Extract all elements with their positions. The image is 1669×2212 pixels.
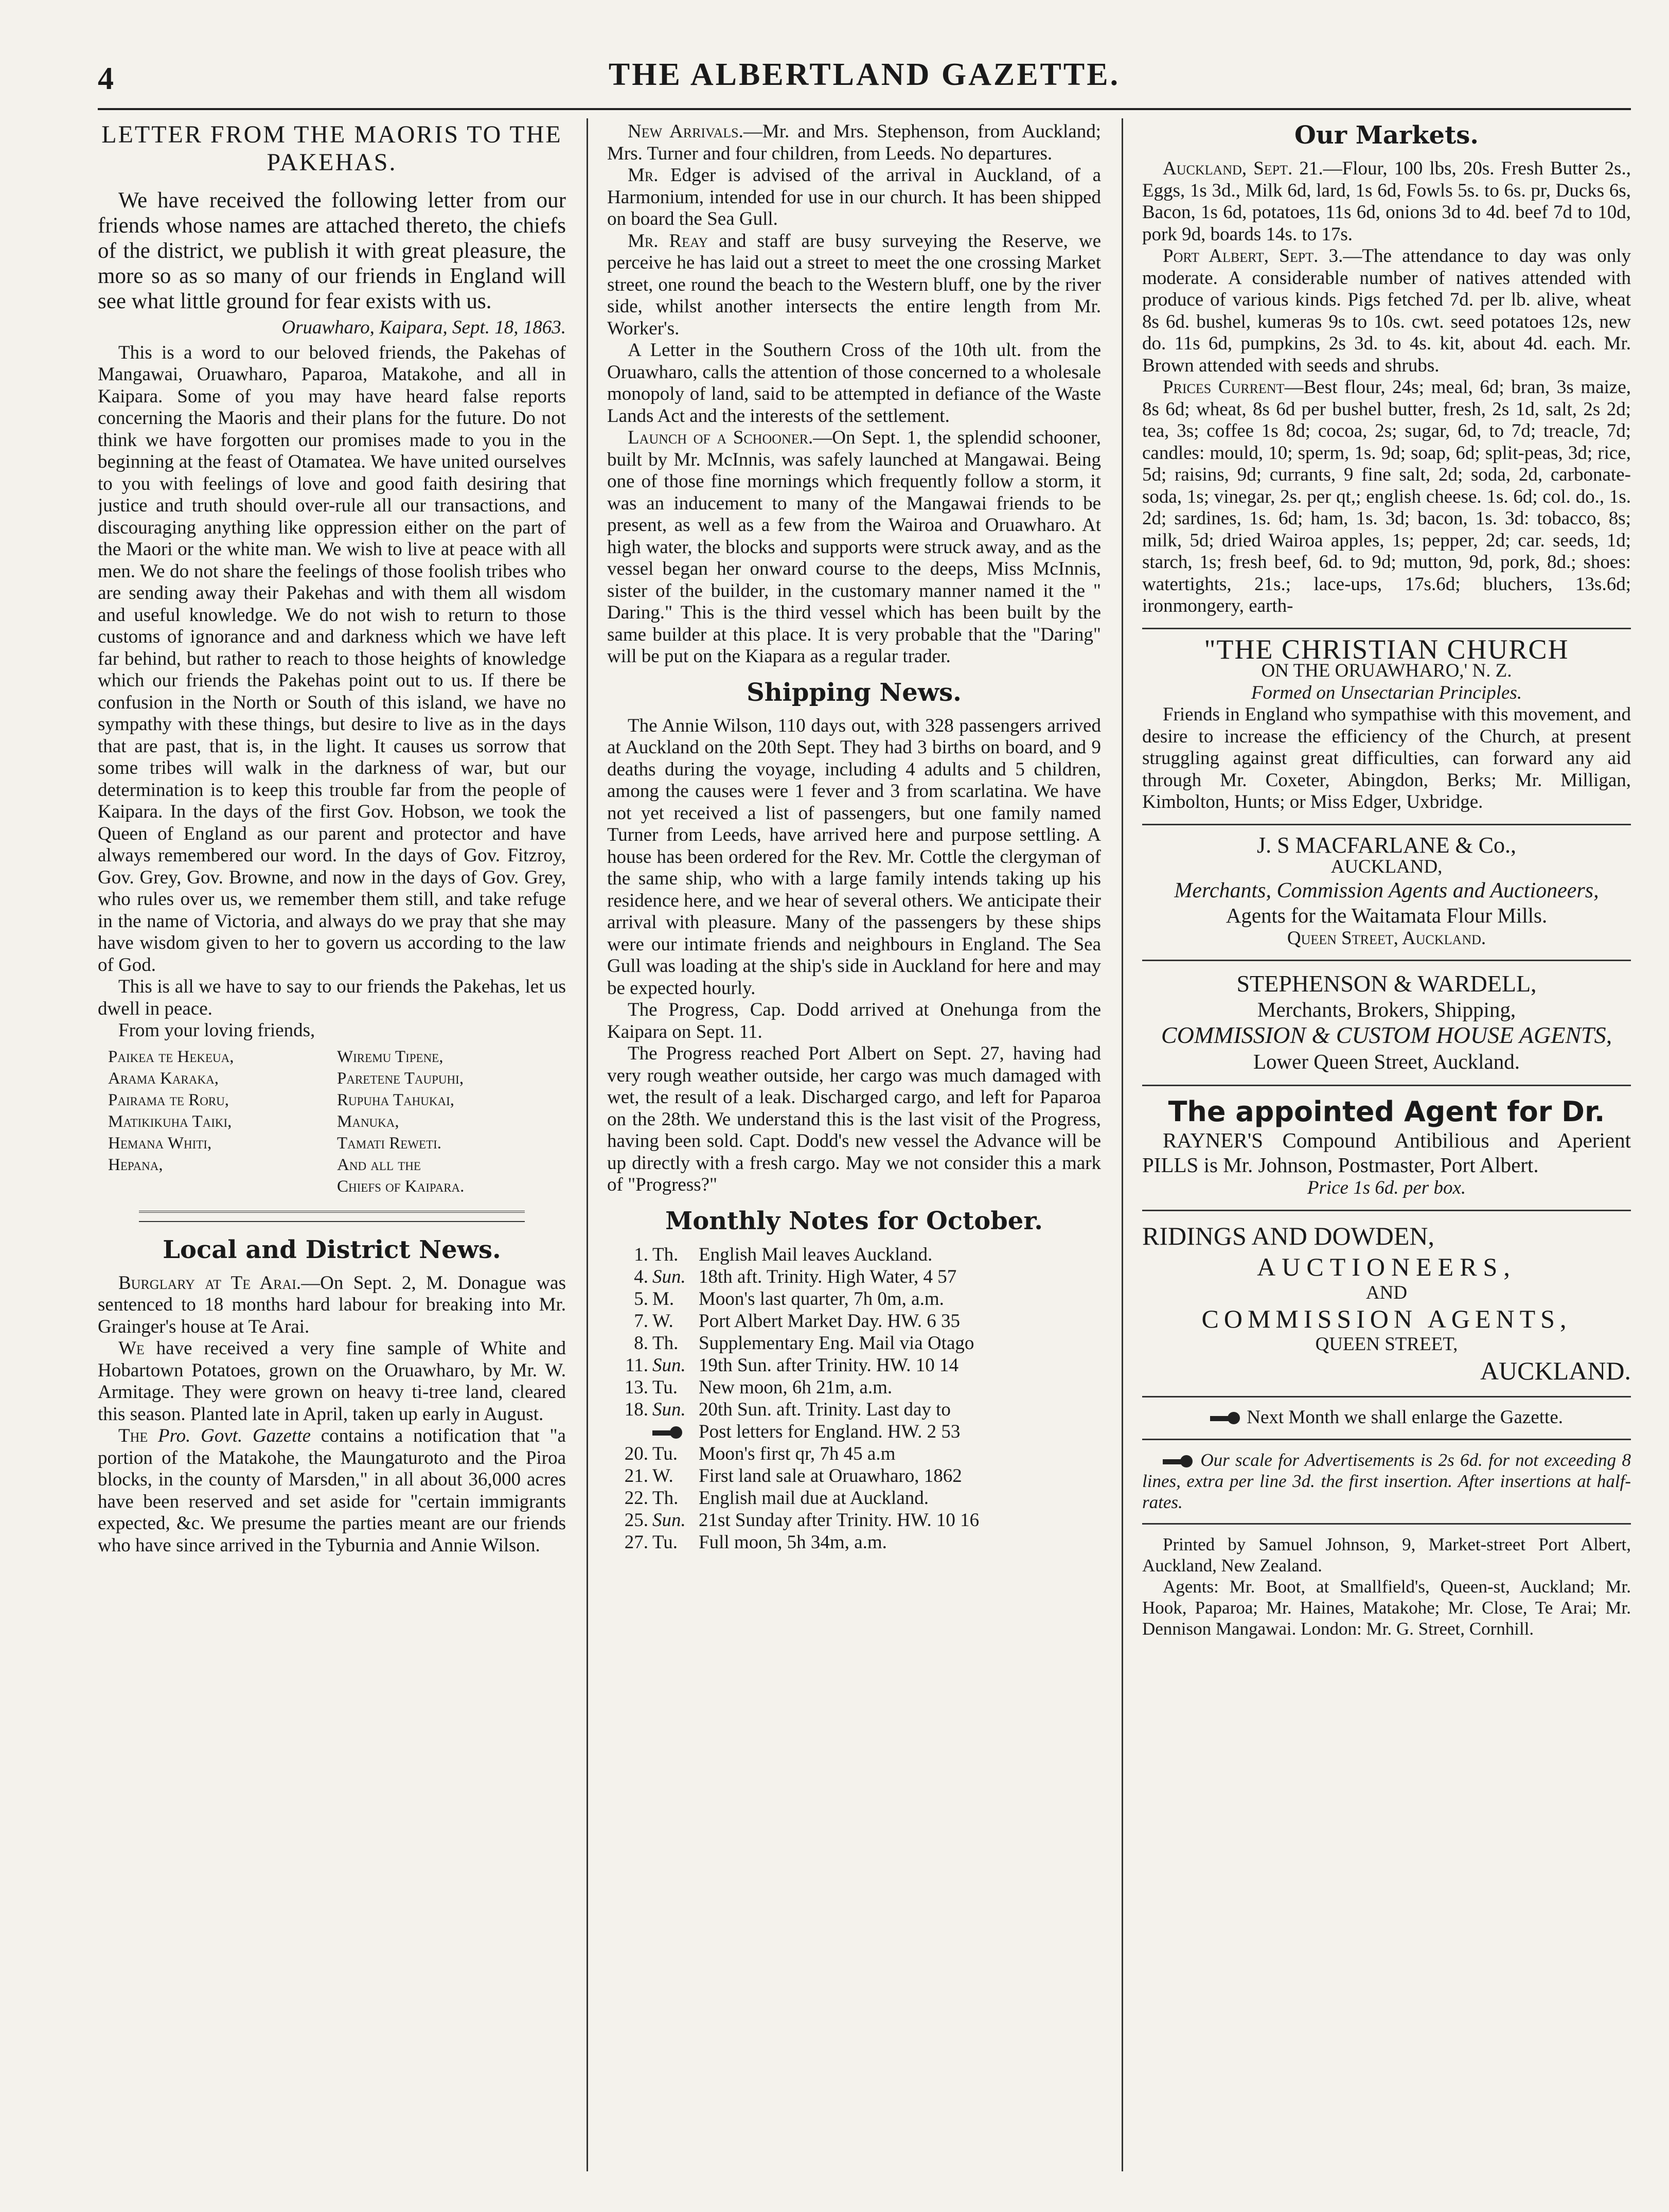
news-item-gazette: The Pro. Govt. Gazette contains a notification that "a portion of the Matakohe, the Maungaturoto and the Piroa blocks, in the county of Marsden," in all about 36,000 acres have been reserved and set aside for "certain immigrants expected, &c. We presume the parties meant are our friends who have since arrived in the Tyburnia and Annie Wilson. (98, 1425, 566, 1556)
list-item: 18. Sun. 20th Sun. aft. Trinity. Last day to (624, 1399, 951, 1420)
letter-closing: From your loving friends, (118, 1020, 315, 1041)
list-item: 27. Tu. Full moon, 5h 34m, a.m. (624, 1531, 887, 1553)
markets-heading: Our Markets. (1294, 121, 1479, 150)
shipping-item-annie-wilson: The Annie Wilson, 110 days out, with 328 passengers arrived at Auckland on the 20th Sept. They had 3 births on board, and 9 deaths during the voyage, including 4 adults and 5 children, among the causes were 1 fever and 3 from scarlatina. We have not yet received a list of passengers, but one family named Turner from Leeds, have arrived here and purpose settling. A house has been ordered for the Rev. Mr. Cottle the clergyman of the same ship, who with a large family intends taking up his residence here, and we hear of several others. We anticipate their arrival with pleasure. Many of the passengers by these ships were our intimate friends and neighbours in England. The Sea Gull was loading at the ship's side in Auckland for here and may be expected hourly. (607, 715, 1101, 999)
list-item: Post letters for England. HW. 2 53 (607, 1421, 1101, 1443)
advert-stephenson (1142, 960, 1631, 1074)
page-number: 4 (98, 61, 114, 96)
list-item: 20. Tu. Moon's first qr, 7h 45 a.m (624, 1443, 896, 1464)
letter-intro: We have received the following letter from our friends whose names are attached thereto, the chiefs of the district, we publish it with great pleasure, the more so as so many of our friends in England will see what little ground for fear exists with us. (98, 188, 566, 313)
advert-street: QUEEN STREET, (1315, 1334, 1458, 1355)
advert-title: J. S MACFARLANE & Co., (1256, 832, 1517, 858)
signatories (108, 1046, 566, 1197)
signatory: Chiefs of Kaipara. (337, 1177, 465, 1196)
shipping-news-heading: Shipping News. (747, 678, 962, 707)
column-divider (1122, 118, 1123, 2171)
advert-macfarlane (1142, 824, 1631, 950)
advert-body: Friends in England who sympathise with this movement, and desire to increase the efficiency of the Church, at present struggling against great difficulties, can forward any aid through Mr. Coxeter, Abingdon, Berks; Mr. Milligan, Kimbolton, Hunts; or Miss Edger, Uxbridge. (1142, 704, 1631, 812)
list-item: 7. W. Port Albert Market Day. HW. 6 35 (634, 1310, 960, 1332)
signatory: Arama Karaka, (108, 1069, 219, 1088)
list-item: 22. Th. English mail due at Auckland. (624, 1487, 929, 1509)
list-item: 5. M. Moon's last quarter, 7h 0m, a.m. (634, 1288, 944, 1309)
imprint-agents: Agents: Mr. Boot, at Smallfield's, Queen-st, Auckland; Mr. Hook, Paparoa; Mr. Haines, Matakohe; Mr. Close, Te Arai; Mr. Dennison Mangawai. London: Mr. G. Street, Cornhill. (1142, 1577, 1631, 1639)
signatory: Rupuha Tahukai, (337, 1090, 455, 1109)
notice-advertising-scale (1142, 1439, 1631, 1513)
news-item-survey: Mr. Reay and staff are busy surveying the Reserve, we perceive he has laid out a street to meet the one crossing Market street, one round the beach to the Western bluff, one by the river side, whilst another intersects the entire length from Mr. Worker's. (607, 230, 1101, 339)
column-divider (587, 118, 588, 2171)
advert-agents: Agents for the Waitamata Flour Mills. (1226, 903, 1548, 927)
pointing-hand-icon (652, 1425, 684, 1441)
list-item: 1. Th. English Mail leaves Auckland. (634, 1244, 933, 1265)
advert-commission: COMMISSION AGENTS, (1201, 1304, 1572, 1333)
pointing-hand-icon (1210, 1411, 1242, 1426)
advert-ridings (1142, 1210, 1631, 1386)
letter-heading: LETTER FROM THE MAORIS TO THE PAKEHAS. (101, 121, 562, 176)
news-item-arrivals: New Arrivals.—Mr. and Mrs. Stephenson, from Auckland; Mrs. Turner and four children, from Leeds. No departures. (607, 121, 1101, 164)
ornamental-divider (139, 1211, 525, 1222)
advert-subtitle: ON THE ORUAWHARO,' N. Z. (1261, 660, 1512, 681)
advert-trade: Merchants, Brokers, Shipping, (1257, 998, 1516, 1021)
advert-trade: Merchants, Commission Agents and Auctioneers, (1174, 878, 1599, 903)
advert-title: "THE CHRISTIAN CHURCH (1204, 633, 1569, 665)
notice-text: Next Month we shall enlarge the Gazette. (1142, 1407, 1631, 1429)
column-1 (98, 121, 566, 2171)
signatory: Hemana Whiti, (108, 1134, 212, 1153)
advert-city: AUCKLAND, (1330, 856, 1443, 877)
news-item-harmonium: Mr. Edger is advised of the arrival in Auckland, of a Harmonium, intended for use in our church. It has been shipped on board the Sea Gull. (607, 165, 1101, 229)
advert-city: AUCKLAND. (1480, 1356, 1631, 1385)
letter-body-2: This is all we have to say to our friends the Pakehas, let us dwell in peace. (98, 976, 566, 1019)
market-port-albert: Port Albert, Sept. 3.—The attendance to day was only moderate. A considerable number of natives attended with produce of various kinds. Pigs fetched 7d. per lb. alive, wheat 8s 6d. bushel, kumeras 9s to 10s. cwt. seed potatoes 12s, new do. 11s 6d, pumpkins, 2s 3d. to 4s. kit, about 4d. each. Mr. Brown attended with seeds and shrubs. (1142, 245, 1631, 376)
advert-commission: COMMISSION & CUSTOM HOUSE AGENTS, (1161, 1022, 1612, 1048)
pointing-hand-icon (1163, 1454, 1195, 1470)
newspaper-page (98, 57, 1631, 2171)
monthly-notes-heading: Monthly Notes for October. (665, 1206, 1043, 1235)
list-item: 13. Tu. New moon, 6h 21m, a.m. (624, 1376, 893, 1398)
advert-motto: Formed on Unsectarian Principles. (1251, 682, 1522, 703)
column-2 (607, 121, 1101, 2171)
signatory: Matikikuha Taiki, (108, 1112, 232, 1131)
notice-enlarge (1142, 1396, 1631, 1429)
column-3 (1142, 121, 1631, 2171)
news-item-burglary: Burglary at Te Arai.—On Sept. 2, M. Donague was sentenced to 18 months hard labour for breaking into Mr. Grainger's house at Te Arai. (98, 1272, 566, 1337)
local-news-heading: Local and District News. (163, 1235, 501, 1264)
advert-address: Queen Street, Auckland. (1287, 927, 1486, 949)
masthead-rule (98, 108, 1631, 110)
list-item: 8. Th. Supplementary Eng. Mail via Otago (634, 1332, 974, 1354)
advert-trade: AUCTIONEERS, (1257, 1252, 1516, 1281)
signatory: Paikea te Hekeua, (108, 1047, 234, 1066)
masthead (98, 57, 1631, 113)
notice-text: Our scale for Advertisements is 2s 6d. for not exceeding 8 lines, extra per line 3d. the first insertion. After insertions at half-rates. (1142, 1450, 1631, 1512)
advert-and: AND (1365, 1282, 1408, 1303)
letter-dateline: Oruawharo, Kaipara, Sept. 18, 1863. (281, 317, 566, 338)
signatory: And all the (337, 1155, 421, 1174)
news-item-letter: A Letter in the Southern Cross of the 10th ult. from the Oruawharo, calls the attention of those concerned to a wholesale monopoly of land, said to be attempted in defiance of the Waste Lands Act and the interests of the settlement. (607, 340, 1101, 427)
advert-price: Price 1s 6d. per box. (1307, 1177, 1466, 1198)
advert-title: The appointed Agent for Dr. (1168, 1095, 1605, 1128)
monthly-notes-list (607, 1244, 1101, 1553)
signatory: Wiremu Tipene, (337, 1047, 443, 1066)
list-item: 4. Sun. 18th aft. Trinity. High Water, 4 57 (634, 1266, 957, 1287)
newspaper-title: THE ALBERTLAND GAZETTE. (608, 57, 1121, 92)
signatory: Tamati Reweti. (337, 1134, 442, 1153)
list-item: 11. Sun. 19th Sun. after Trinity. HW. 10 14 (625, 1354, 959, 1376)
list-item: 25. Sun. 21st Sunday after Trinity. HW. 10 16 (624, 1509, 980, 1531)
news-item-potatoes: We have received a very fine sample of White and Hobartown Potatoes, grown on the Oruawharo, by Mr. W. Armitage. They were grown on heavy ti-tree land, cleared this season. Planted late in April, taken up early in August. (98, 1338, 566, 1425)
advert-title: STEPHENSON & WARDELL, (1236, 970, 1537, 997)
advert-body: RAYNER'S Compound Antibilious and Aperient PILLS is Mr. Johnson, Postmaster, Port Albert. (1142, 1128, 1631, 1177)
news-item-launch: Launch of a Schooner.—On Sept. 1, the splendid schooner, built by Mr. McInnis, was safely launched at Mangawai. Being one of those fine mornings which frequently follow a storm, it was an inducement to many of the Mangawai friends to be present, as well as a few from the Wairoa and Oruawharo. At high water, the blocks and supports were struck away, and as the vessel began her onward course to the deeps, Miss McInnis, sister of the builder, in the customary manner named it the " Daring." This is the third vessel which has been built by the same builder at this place. It is very probable that the "Daring" will be put on the Kiapara as a regular trader. (607, 427, 1101, 667)
imprint-printer: Printed by Samuel Johnson, 9, Market-street Port Albert, Auckland, New Zealand. (1142, 1534, 1631, 1576)
imprint (1142, 1523, 1631, 1639)
advert-rayner (1142, 1085, 1631, 1199)
advert-title: RIDINGS AND DOWDEN, (1142, 1221, 1435, 1250)
letter-body: This is a word to our beloved friends, the Pakehas of Mangawai, Oruawharo, Paparoa, Matakohe, and all in Kaipara. Some of you may have heard false reports concerning the Maoris and their plans for the future. Do not think we have forgotten our promises made to you in the beginning at the feast of Otamatea. We have united ourselves to you with feelings of love and good faith desiring that justice and truth should over-rule all our transactions, and discouraging anything like oppression either on the part of the Maori or the white man. We wish to live at peace with all men. We do not share the feelings of those foolish tribes who are sending away their Pakehas and with them all wisdom and useful knowledge. We do not wish to return to those customs of ignorance and and darkness which we have left far behind, but rather to reach to those heights of knowledge which our friends the Pakehas point out to us. If there be confusion in the North or South of this island, we have no sympathy with these things, but desire to live as in the days that are past, that is, in the light. It causes us sorrow that some tribes will walk in the darkness of war, but our determination is to keep this trouble far from the people of Kaipara. In the days of the first Gov. Hobson, we took the Queen of England as our parent and protector and have always remembered our word. In the days of Gov. Fitzroy, Gov. Grey, Gov. Browne, and now in the days of Gov. Grey, who rules over us, we remember them still, and take refuge in the name of Victoria, and always do we pray that she may have wisdom given to her to govern us according to the law of God. (98, 342, 566, 976)
advert-address: Lower Queen Street, Auckland. (1253, 1050, 1520, 1073)
list-item: 21. W. First land sale at Oruawharo, 1862 (624, 1465, 962, 1487)
market-auckland: Auckland, Sept. 21.—Flour, 100 lbs, 20s. Fresh Butter 2s., Eggs, 1s 3d., Milk 6d, lard, 1s 6d, Fowls 5s. to 6s. pr, Ducks 6s, Bacon, 1s 6d, potatoes, 11s 6d, onions 3d to 4d. beef 7d to 10d, pork 9d, boards 14s. to 17s. (1142, 158, 1631, 245)
shipping-item-progress: The Progress, Cap. Dodd arrived at Onehunga from the Kaipara on Sept. 11. (607, 999, 1101, 1042)
market-prices-current: Prices Current—Best flour, 24s; meal, 6d; bran, 3s maize, 8s 6d; wheat, 8s 6d per bushel butter, fresh, 2s 1d, salt, 2s 2d; tea, 3s; coffee 1s 8d; cocoa, 2s; sugar, 6d, to 7d; treacle, 7d; candles: mould, 10; sperm, 1s. 9d; soap, 6d; split-peas, 3d; rice, 5d; raisins, 9d; currants, 9 fine salt, 2d; soda, 2d, carbonate-soda, 1s; vinegar, 2s. per qt,; english cheese. 1s. 6d; col. do., 1s. 2d; sardines, 1s. 6d; ham, 1s. 3d; bacon, 1s. 3d: tobacco, 8s; milk, 5d; dried Wairoa apples, 1s; pepper, 2d; car. seeds, 1d; starch, 1s; fresh beef, 6d. to 9d; mutton, 9d, pork, 8d.; shoes: watertights, 21s.; lace-ups, 17s.6d; bluchers, 13s.6d; ironmongery, earth- (1142, 377, 1631, 616)
shipping-item-progress-2: The Progress reached Port Albert on Sept. 27, having had very rough weather outside, her cargo was much damaged with wet, the result of a leak. Discharged cargo, and left for Paparoa on the 28th. We understand this is the last visit of the Progress, having been sold. Capt. Dodd's new vessel the Advance will be up directly with a fresh cargo. May we not consider this a mark of "Progress?" (607, 1043, 1101, 1195)
signatory: Hepana, (108, 1155, 163, 1174)
signatory: Manuka, (337, 1112, 399, 1131)
signatory: Pairama te Roru, (108, 1090, 229, 1109)
advert-christian-church (1142, 628, 1631, 813)
signatory: Paretene Taupuhi, (337, 1069, 464, 1088)
